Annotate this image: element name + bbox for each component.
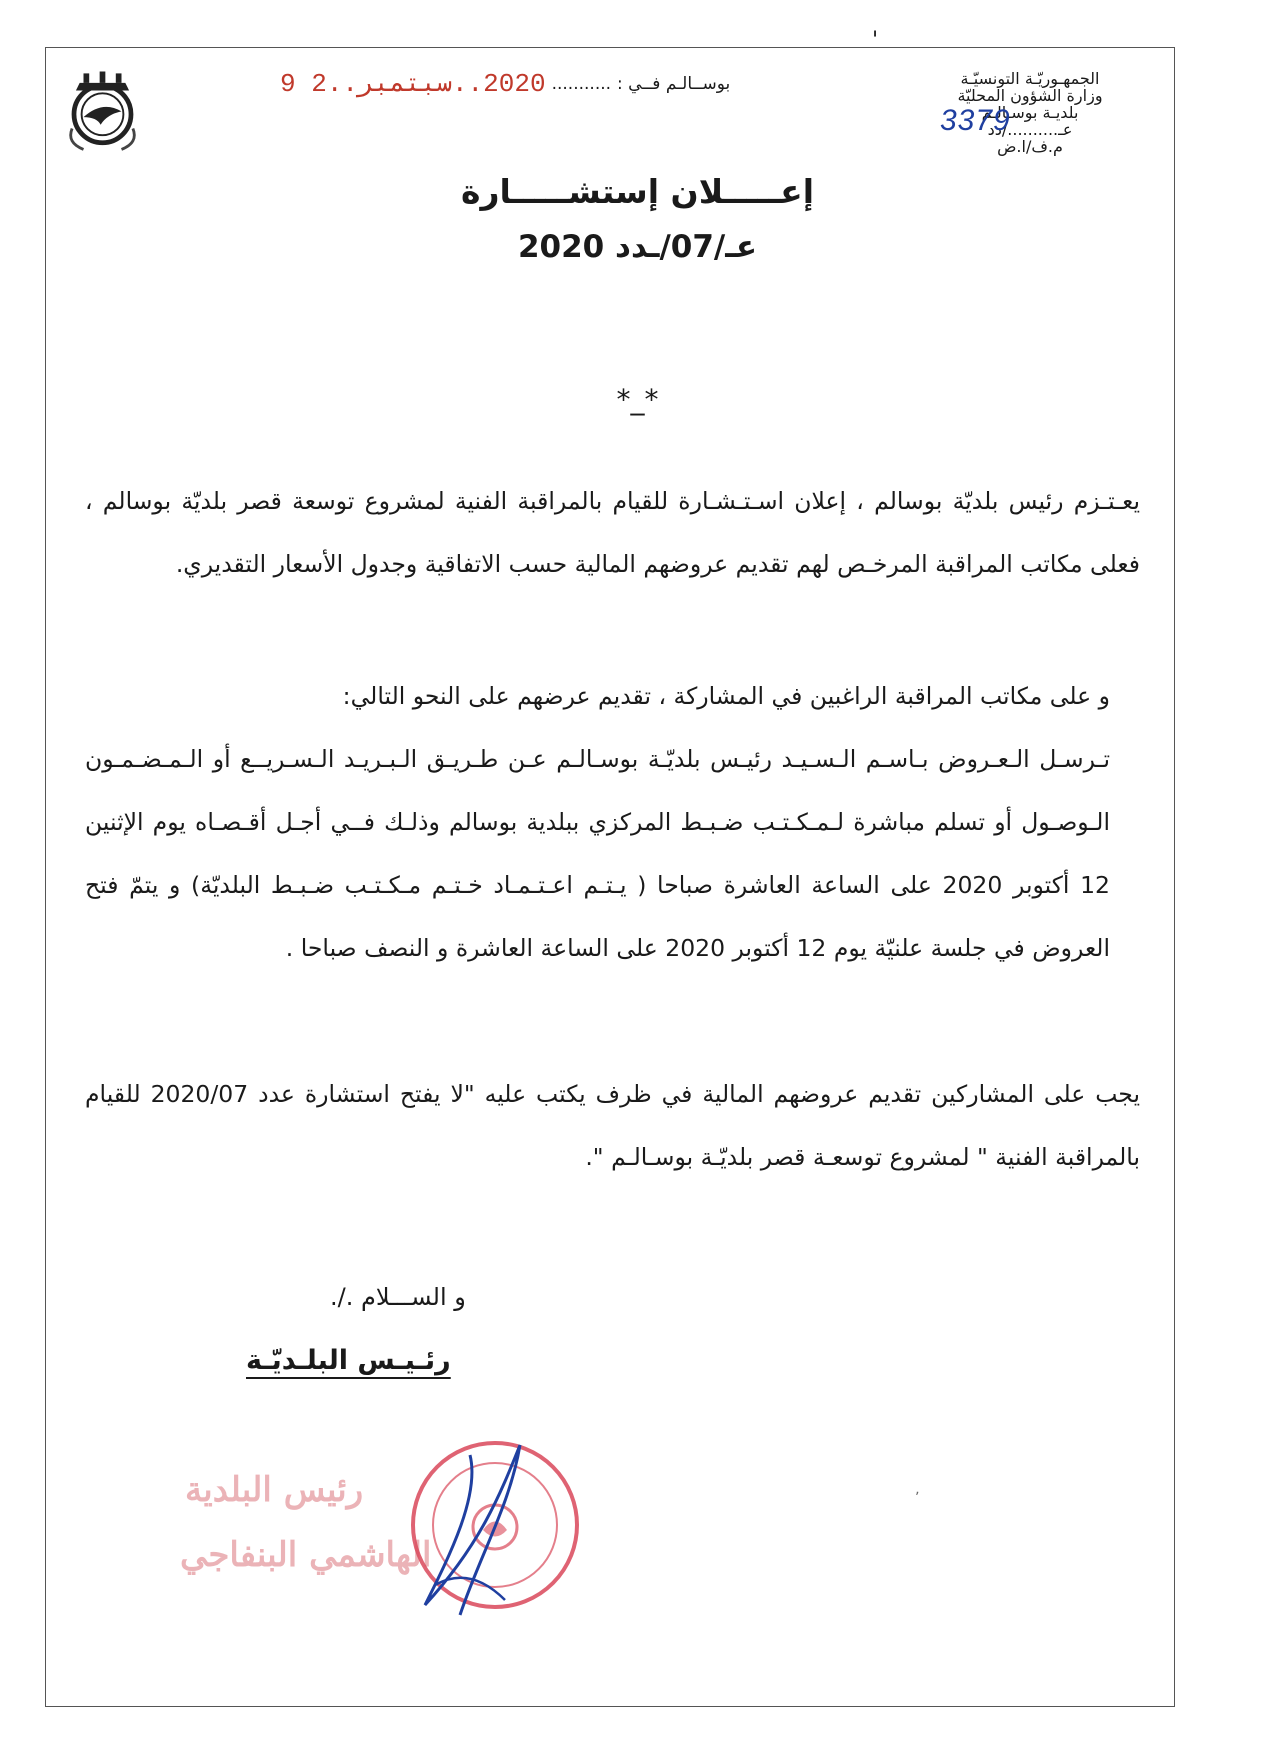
document-number: عـ/07/ـدد 2020 [517, 229, 758, 265]
separator: *_* [616, 383, 659, 416]
signer-title: رئـيـس البلـديّـة [246, 1345, 451, 1376]
faded-stamp-name: الهاشمي البنفاجي [180, 1535, 432, 1575]
dots: ........... [551, 73, 612, 94]
document-title: إعـــــلان إستشـــــارة [460, 172, 815, 211]
header-ref-line: عـ........../دد [987, 120, 1073, 139]
paragraph-1: يعـتـزم رئيس بلديّة بوسالم ، إعلان اسـتـشـارة للقيام بالمراقبة الفنية لمشروع توسعة قصر بلديّة بوسالم ، فعلى مكاتب المراقبة المرخـص لهم تقديم عروضهم المالية حسب الاتفاقية وجدول الأسعار التقديري. [85, 487, 1140, 578]
municipality-logo-icon [55, 62, 150, 157]
paragraph-3: تـرسـل الـعـروض بـاسـم الـسـيـد رئيـس بلديّـة بوسـالـم عـن طـريـق الـبـريـد الـسـريــع أو الـمـضـمـون الـوصـول أو تسلم مباشرة لـمـكـتـب ضـبـط المركزي ببلدية بوسالم وذلـك فــي أجـل أقـصـاه يوم الإثنين 12 أكتوبر 2020 على الساعة العاشرة صباحا ( يـتـم اعـتـمـاد خـتـم مـكـتـب ضـبـط البلديّة) و يتمّ فتح العروض في جلسة علنيّة يوم 12 أكتوبر 2020 على الساعة العاشرة و النصف صباحا . [85, 745, 1110, 962]
paragraph-group [85, 665, 1140, 980]
corner-mark: ' [872, 28, 879, 53]
paragraph-2: و على مكاتب المراقبة الراغبين في المشاركة ، تقديم عرضهم على النحو التالي: [342, 682, 1110, 710]
faded-stamp-title: رئيس البلدية [185, 1470, 364, 1510]
header-office-code: م.ف/ا.ض [997, 137, 1063, 156]
header-ministry: وزارة الشؤون المحليّة [957, 86, 1103, 105]
official-header [930, 70, 1130, 155]
place-label: بوســالـم فــي : [617, 73, 731, 94]
header-municipality: بلديـة بوسـالـم [981, 103, 1079, 122]
closing-greeting: و الســـلام ./. [330, 1283, 466, 1311]
place-date-line [280, 68, 730, 99]
official-stamp-icon [180, 1435, 610, 1625]
handwritten-ref-number: 3379 [940, 104, 1011, 137]
header-country: الجمهـوريّـة التونسيّـة [960, 69, 1100, 88]
date-stamp: 2020..سبتمبر..2 9 [280, 69, 546, 99]
stray-mark: ʼ [915, 1490, 920, 1506]
paragraph-4: يجب على المشاركين تقديم عروضهم المالية في ظرف يكتب عليه "لا يفتح استشارة عدد 2020/07 للقيام بالمراقبة الفنية " لمشروع توسعـة قصر بلديّـة بوسـالـم ". [85, 1080, 1140, 1171]
